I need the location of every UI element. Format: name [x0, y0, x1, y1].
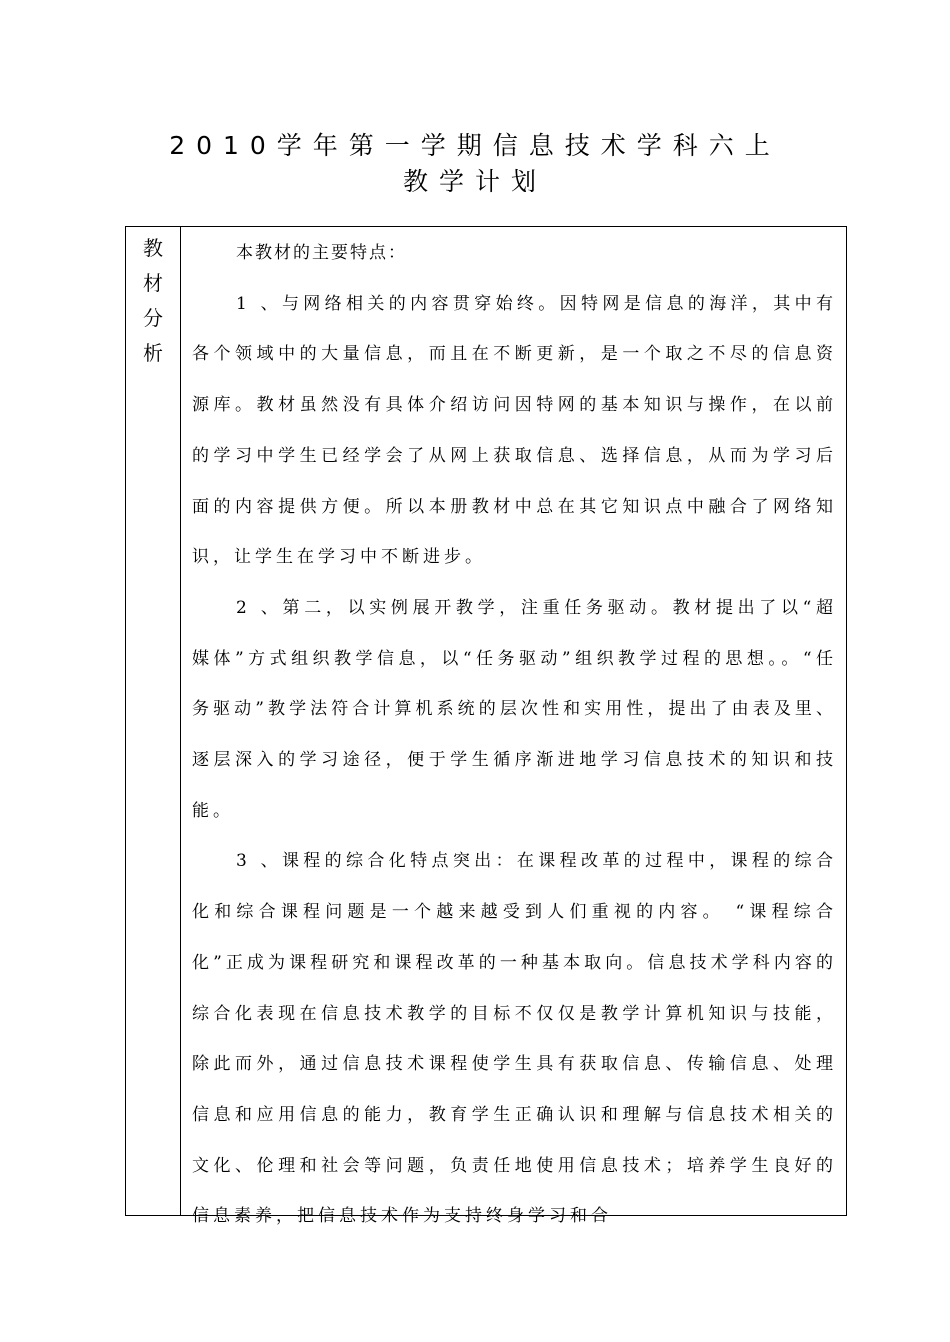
column-divider — [180, 227, 181, 1215]
section-label-char: 析 — [143, 341, 163, 365]
section-label-char: 分 — [143, 306, 163, 330]
section-label-textbook-analysis — [126, 231, 180, 371]
section-label-char: 材 — [143, 271, 163, 295]
plan-table — [125, 226, 847, 1227]
section-label-char: 教 — [143, 236, 163, 260]
feature-paragraph-2: 2 、第二，以实例展开教学，注重任务驱动。教材提出了以“超媒体”方式组织教学信息，以“任务驱动”组织教学过程的思想。。“任务驱动”教学法符合计算机系统的层次性和实用性，提出了由表及里、逐层深入的学习途径，便于学生循序渐进地学习信息技术的知识和技能。 — [192, 597, 837, 821]
document-title-line-2: 教学计划 — [402, 167, 547, 196]
document-title-line-1: 2010学年第一学期信息技术学科六上 — [169, 131, 781, 160]
intro-paragraph: 本教材的主要特点： — [236, 243, 407, 263]
section-content — [192, 228, 837, 1242]
feature-paragraph-3: 3 、课程的综合化特点突出：在课程改革的过程中，课程的综合化和综合课程问题是一个越来越受到人们重视的内容。 “课程综合化”正成为课程研究和课程改革的一种基本取向。信息技术学科内容的综合化表现在信息技术教学的目标不仅仅是教学计算机知识与技能，除此而外，通过信息技术课程使学生具有获取信息、传输信息、处理信息和应用信息的能力，教育学生正确认识和理解与信息技术相关的文化、伦理和社会等问题，负责任地使用信息技术；培养学生良好的信息素养，把信息技术作为支持终身学习和合 — [192, 851, 837, 1227]
feature-paragraph-1: 1 、与网络相关的内容贯穿始终。因特网是信息的海洋，其中有各个领域中的大量信息，而且在不断更新，是一个取之不尽的信息资源库。教材虽然没有具体介绍访问因特网的基本知识与操作，在以前的学习中学生已经学会了从网上获取信息、选择信息，从而为学习后面的内容提供方便。所以本册教材中总在其它知识点中融合了网络知识，让学生在学习中不断进步。 — [192, 293, 837, 568]
